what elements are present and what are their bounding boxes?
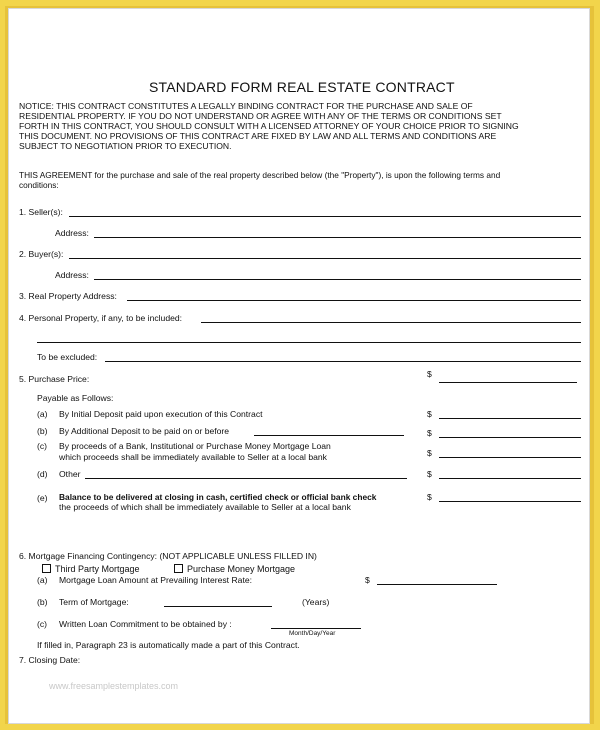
notice-line-2: RESIDENTIAL PROPERTY. IF YOU DO NOT UNDERSTAND OR AGREE WITH ANY OF THE TERMS OR CONDITIONS SET xyxy=(19,111,502,121)
item-c-label: (c) xyxy=(37,441,48,451)
item-b-dollar: $ xyxy=(427,428,432,438)
footnote: If filled in, Paragraph 23 is automatically made a part of this Contract. xyxy=(37,640,300,650)
date-format-hint: Month/Day/Year xyxy=(289,630,336,637)
item-d-dollar: $ xyxy=(427,469,432,479)
item-e-text-1: Balance to be delivered at closing in cash, certified check or official bank check xyxy=(59,492,377,502)
payable-label: Payable as Follows: xyxy=(37,393,114,403)
item-b-label: (b) xyxy=(37,426,48,436)
third-party-label: Third Party Mortgage xyxy=(55,564,140,574)
watermark: www.freesamplestemplates.com xyxy=(49,681,179,691)
item-c-text-2: which proceeds shall be immediately available to Seller at a local bank xyxy=(59,452,327,462)
item-e-text-2: the proceeds of which shall be immediately available to Seller at a local bank xyxy=(59,502,351,512)
item-a-text: By Initial Deposit paid upon execution of this Contract xyxy=(59,409,263,419)
document-page xyxy=(8,8,590,724)
excluded-label: To be excluded: xyxy=(37,352,98,362)
mortgage-b-label: (b) xyxy=(37,597,48,607)
notice-line-4: THIS DOCUMENT. NO PROVISIONS OF THIS CONTRACT ARE FIXED BY LAW AND ALL TERMS AND CONDITIONS ARE xyxy=(19,131,497,141)
item-d-label: (d) xyxy=(37,469,48,479)
mortgage-heading: 6. Mortgage Financing Contingency: (NOT APPLICABLE UNLESS FILLED IN) xyxy=(19,551,317,561)
personal-property-field-2[interactable] xyxy=(37,342,581,343)
notice-line-5: SUBJECT TO NEGOTIATION PRIOR TO EXECUTION. xyxy=(19,141,232,151)
mortgage-b-text: Term of Mortgage: xyxy=(59,597,129,607)
purchase-money-checkbox[interactable] xyxy=(174,564,183,573)
mortgage-a-field[interactable] xyxy=(377,584,497,585)
buyer-address-label: Address: xyxy=(55,270,89,280)
personal-property-label: 4. Personal Property, if any, to be included: xyxy=(19,313,183,323)
agreement-line-2: conditions: xyxy=(19,180,59,190)
item-b-field[interactable] xyxy=(439,437,581,438)
buyer-field[interactable] xyxy=(69,258,581,259)
item-d-text: Other xyxy=(59,469,81,479)
item-c-text-1: By proceeds of a Bank, Institutional or Purchase Money Mortgage Loan xyxy=(59,441,331,451)
mortgage-c-text: Written Loan Commitment to be obtained by : xyxy=(59,619,232,629)
closing-date-label: 7. Closing Date: xyxy=(19,655,81,665)
mortgage-c-field[interactable] xyxy=(271,628,361,629)
mortgage-b-years: (Years) xyxy=(302,597,330,607)
item-c-dollar: $ xyxy=(427,448,432,458)
notice-line-3: FORTH IN THIS CONTRACT, YOU SHOULD CONSULT WITH A LICENSED ATTORNEY OF YOUR CHOICE PRIOR TO SIGNING xyxy=(19,121,519,131)
notice-line-1: NOTICE: THIS CONTRACT CONSTITUTES A LEGALLY BINDING CONTRACT FOR THE PURCHASE AND SALE OF xyxy=(19,101,473,111)
third-party-checkbox[interactable] xyxy=(42,564,51,573)
seller-field[interactable] xyxy=(69,216,581,217)
seller-label: 1. Seller(s): xyxy=(19,207,63,217)
item-e-label: (e) xyxy=(37,493,48,503)
purchase-money-label: Purchase Money Mortgage xyxy=(187,564,296,574)
item-e-dollar: $ xyxy=(427,492,432,502)
purchase-price-field[interactable] xyxy=(439,382,577,383)
real-property-label: 3. Real Property Address: xyxy=(19,291,117,301)
mortgage-c-label: (c) xyxy=(37,619,48,629)
page-title: STANDARD FORM REAL ESTATE CONTRACT xyxy=(149,79,455,95)
item-a-dollar: $ xyxy=(427,409,432,419)
mortgage-a-dollar: $ xyxy=(365,575,370,585)
purchase-price-dollar: $ xyxy=(427,369,432,379)
purchase-price-label: 5. Purchase Price: xyxy=(19,374,90,384)
item-b-date-field[interactable] xyxy=(254,435,404,436)
real-property-field[interactable] xyxy=(127,300,581,301)
item-a-field[interactable] xyxy=(439,418,581,419)
buyer-label: 2. Buyer(s): xyxy=(19,249,64,259)
mortgage-a-text: Mortgage Loan Amount at Prevailing Interest Rate: xyxy=(59,575,252,585)
item-e-field[interactable] xyxy=(439,501,581,502)
item-c-field[interactable] xyxy=(439,457,581,458)
excluded-field[interactable] xyxy=(105,361,581,362)
seller-address-field[interactable] xyxy=(94,237,581,238)
item-a-label: (a) xyxy=(37,409,48,419)
personal-property-field[interactable] xyxy=(201,322,581,323)
seller-address-label: Address: xyxy=(55,228,89,238)
item-d-field[interactable] xyxy=(439,478,581,479)
mortgage-a-label: (a) xyxy=(37,575,48,585)
mortgage-b-field[interactable] xyxy=(164,606,272,607)
item-b-text: By Additional Deposit to be paid on or before xyxy=(59,426,230,436)
agreement-line-1: THIS AGREEMENT for the purchase and sale of the real property described below (the "Property"), is upon the following terms and xyxy=(19,170,501,180)
item-d-other-field[interactable] xyxy=(85,478,407,479)
buyer-address-field[interactable] xyxy=(94,279,581,280)
